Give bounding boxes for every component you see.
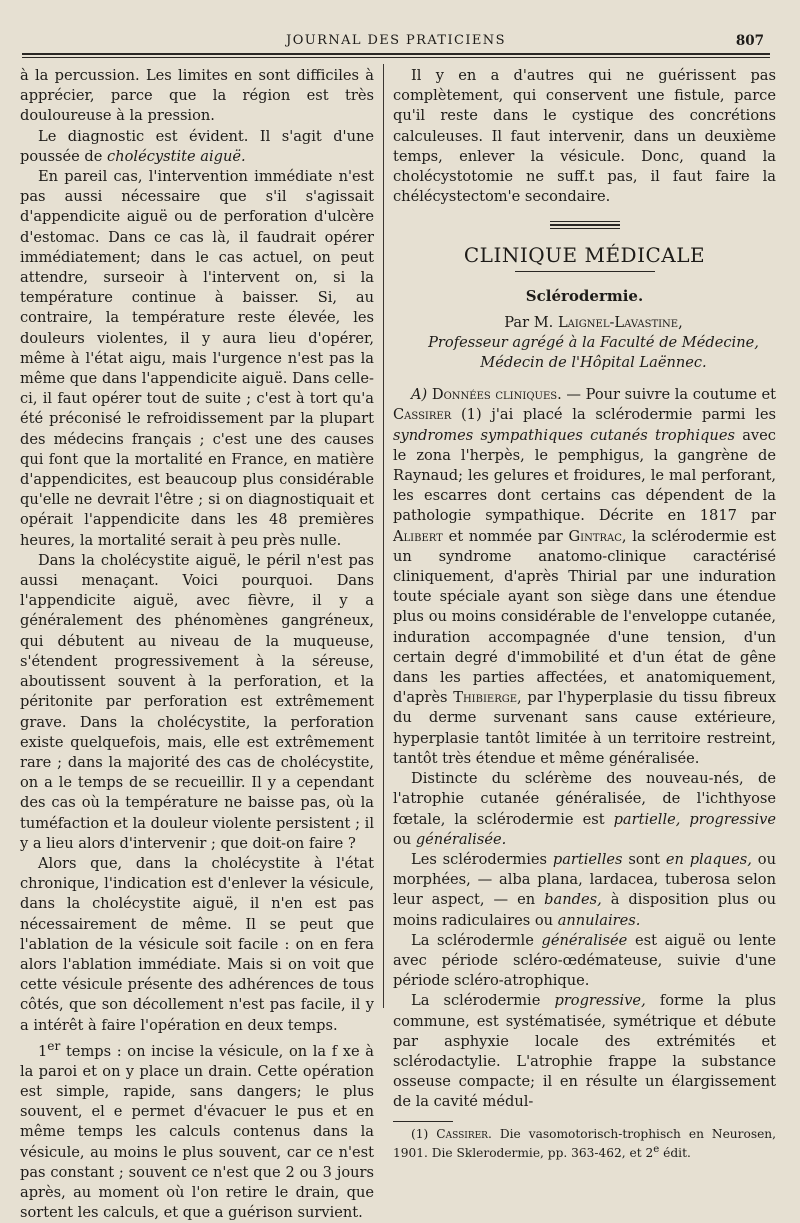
emphasis: généralisée — [541, 931, 628, 949]
section-title: CLINIQUE MÉDICALE — [463, 243, 706, 268]
text: Distincte du sclérème des nouveau-nés, de l'atrophie cutanée généralisée, de l'ichthyose fœtale, la sclérodermie est — [393, 770, 776, 828]
text: forme la plus commune, est systématisée, symétrique et débute par asphyxie locale des extrémités et sclérodactylie. L'atrophie frappe la substance osseuse compacte; il en résulte un élargissement de la cavité médul- — [393, 992, 777, 1111]
text: temps : on incise la vésicule, on la f xe à la paroi et on y place un drain. Cette opération est simple, rapide, sans dangers; le plus souvent, el e permet d'évacuer le pus et en même temps les calculs contenus dans la vésicule, au moins le plus souvent, car ce n'est pas constant ; souvent ce n'est que 2 ou 3 jours après, au moment où l'on retire le drain, que sortent les calculs, et que a guérison survient. — [20, 1042, 374, 1222]
author-name: Laignel-Lavastine, — [557, 313, 683, 331]
text: et nommée par — [442, 527, 569, 545]
paragraph: Il y en a d'autres qui ne guérissent pas complètement, qui conservent une fistule, parce qu'il reste dans le cystique des concrétions calculeuses. Il faut intervenir, dans un deuxième temps, enlever la vésicule. Donc, quand la cholécystotomie ne suff.t pas, il faut faire la chélécystectom'e secondaire. — [393, 67, 776, 206]
emphasis: progressive, — [554, 992, 646, 1010]
author-ref: Thibierge — [453, 689, 518, 707]
paragraph: En pareil cas, l'intervention immédiate n'est pas aussi nécessaire que s'il s'agissait d'appendicite aiguë ou de perforation d'ulcère d'estomac. Dans ce cas là, il faudrait opérer immédiatement; dans le cas actuel, on peut attendre, surseoir à l'intervent on, si la température continue à baisser. Si, au contraire, la température reste élevée, les douleurs violentes, il y aura lieu d'opérer, même à l'état aigu, mais l'urgence n'est pas la même que dans l'appendicite aiguë. Dans celle-ci, il faut opérer tout de suite ; c'est à tort qu'a été préconisé le refroidissement par la plupart des médecins français ; c'est une des causes qui font que la mortalité en France, en matière d'appendicites, est beaucoup plus considérable qu'elle ne devrait l'être ; si on diagnostiquait et opérait l'appendicite dans les 48 premières heures, la mortalité serait à peu près nulle. — [20, 168, 374, 549]
page-header — [22, 30, 770, 52]
emphasis: cholécystite aiguë. — [107, 147, 246, 165]
paragraph: à la percussion. Les limites en sont difficiles à apprécier, parce que la région est très douloureuse à la pression. — [20, 67, 374, 125]
byline — [393, 313, 776, 333]
paragraph — [20, 127, 374, 167]
text: sont — [622, 850, 666, 868]
text: ou morphées, — alba plana, lardacea, tuberosa selon leur aspect, — en — [393, 850, 776, 909]
text: est aiguë ou lente avec période scléro-œdémateuse, suivie d'une période scléro-atrophique. — [393, 931, 777, 990]
footnote-number: (1) — [411, 1126, 429, 1141]
emphasis: bandes, — [544, 891, 602, 909]
affiliation: Médecin de l'Hôpital Laënnec. — [480, 354, 707, 372]
footnote-text: édit. — [659, 1145, 691, 1160]
subsection-label: A) — [411, 386, 428, 404]
paragraph: Dans la cholécystite aiguë, le péril n'est pas aussi menaçant. Voici pourquoi. Dans l'appendicite aiguë, avec fièvre, il y a généralement des phénomènes gangréneux, qui débutent au niveau de la muqueuse, s'étendent progressivement à la séreuse, aboutissent souvent à la perforation, et la péritonite par perforation est extrêmement grave. Dans la cholécystite, la perforation existe quelquefois, mais, elle est extrêmement rare ; dans la majorité des cas de cholécystite, on a le temps de se recueillir. Il y a cependant des cas où la température ne baisse pas, où la tuméfaction et la douleur violente persistent ; il y a lieu alors d'intervenir ; que doit-on faire ? — [20, 551, 374, 852]
paragraph — [393, 850, 776, 931]
emphasis: partielle, progressive — [613, 810, 776, 828]
decorative-divider — [550, 221, 620, 229]
text: Les sclérodermies — [411, 850, 553, 868]
article-title: Sclérodermie. — [525, 287, 644, 306]
byline-prefix: Par M. — [504, 313, 554, 331]
text: ou — [393, 830, 416, 848]
left-column — [20, 66, 374, 1223]
footnote-author: Cassirer. — [436, 1126, 492, 1141]
text: Le diagnostic est évident. Il s'agit d'une poussée de — [20, 127, 374, 165]
emphasis: partielles — [552, 850, 623, 868]
paragraph — [393, 991, 776, 1112]
ordinal: 1 — [38, 1042, 48, 1060]
emphasis: annulaires. — [557, 911, 641, 929]
footnote-text: Die vasomotorisch-trophisch en Neurosen, 1901. Die Sklerodermie, pp. 363-462, et 2 — [393, 1126, 777, 1160]
section-rule — [515, 271, 655, 272]
footnote — [393, 1126, 776, 1161]
author-ref: Alibert — [393, 527, 443, 545]
text: avec le zona l'herpès, le pemphigus, la gangrène de Raynaud; les gelures et froidures, le mal perforant, les escarres dont certains cas dépendent de la pathologie sympathique. Décrite en 1817 par — [393, 426, 776, 525]
author-ref: Gintrac — [568, 527, 622, 545]
footnote-sup: e — [653, 1143, 660, 1155]
paragraph — [393, 769, 776, 850]
text: à disposition plus ou moins radiculaires ou — [393, 891, 776, 929]
emphasis: généralisée. — [415, 830, 507, 848]
header-rule-thin — [22, 57, 770, 58]
right-column — [393, 66, 776, 1161]
paragraph — [20, 1036, 374, 1223]
journal-title: JOURNAL DES PRATICIENS — [286, 33, 506, 48]
paragraph — [393, 385, 776, 769]
author-ref: Cassirer — [393, 406, 452, 424]
emphasis: syndromes sympathiques cutanés trophiques — [393, 426, 735, 444]
text: La sclérodermle — [411, 931, 542, 949]
subsection-heading: Données cliniques. — [431, 386, 562, 404]
page-number: 807 — [735, 33, 764, 49]
paragraph: Alors que, dans la cholécystite à l'état chronique, l'indication est d'enlever la vésicule, dans la cholécystite aiguë, il n'en est pas nécessairement de même. Il se peut que l'ablation de la vésicule soit facile : on en fera alors l'ablation immédiate. Mais si on voit que cette vésicule présente des adhérences de tous côtés, que son décollement n'est pas facile, il y a intérêt à faire l'opération en deux temps. — [20, 854, 374, 1034]
text: , la sclérodermie est un syndrome anatomo-clinique caractérisé cliniquement, d'après Thirial par une induration toute spéciale ayant son siège dans une étendue plus ou moins considérable de l'enveloppe cutanée, induration accompagnée d'une tension, d'un certain degré d'immobilité et d'un état de gêne dans les parties affectées, et anatomiquement, d'après — [393, 527, 776, 707]
column-separator — [383, 64, 384, 1008]
ordinal-suffix: er — [47, 1038, 61, 1053]
text: — Pour suivre la coutume et — [561, 386, 776, 404]
affiliation: Professeur agrégé à la Faculté de Médecine, — [428, 333, 759, 351]
text: , par l'hyperplasie du tissu fibreux du derme survenant sans cause extérieure, hyperplasie tantôt limitée à un territoire restreint, tantôt très étendue et même généralisée. — [393, 689, 777, 767]
header-rule — [22, 53, 770, 55]
text: (1) j'ai placé la sclérodermie parmi les — [451, 406, 776, 424]
text: La sclérodermie — [411, 992, 555, 1010]
paragraph — [393, 931, 776, 992]
emphasis: en plaques, — [665, 850, 752, 868]
footnote-rule — [393, 1121, 453, 1122]
